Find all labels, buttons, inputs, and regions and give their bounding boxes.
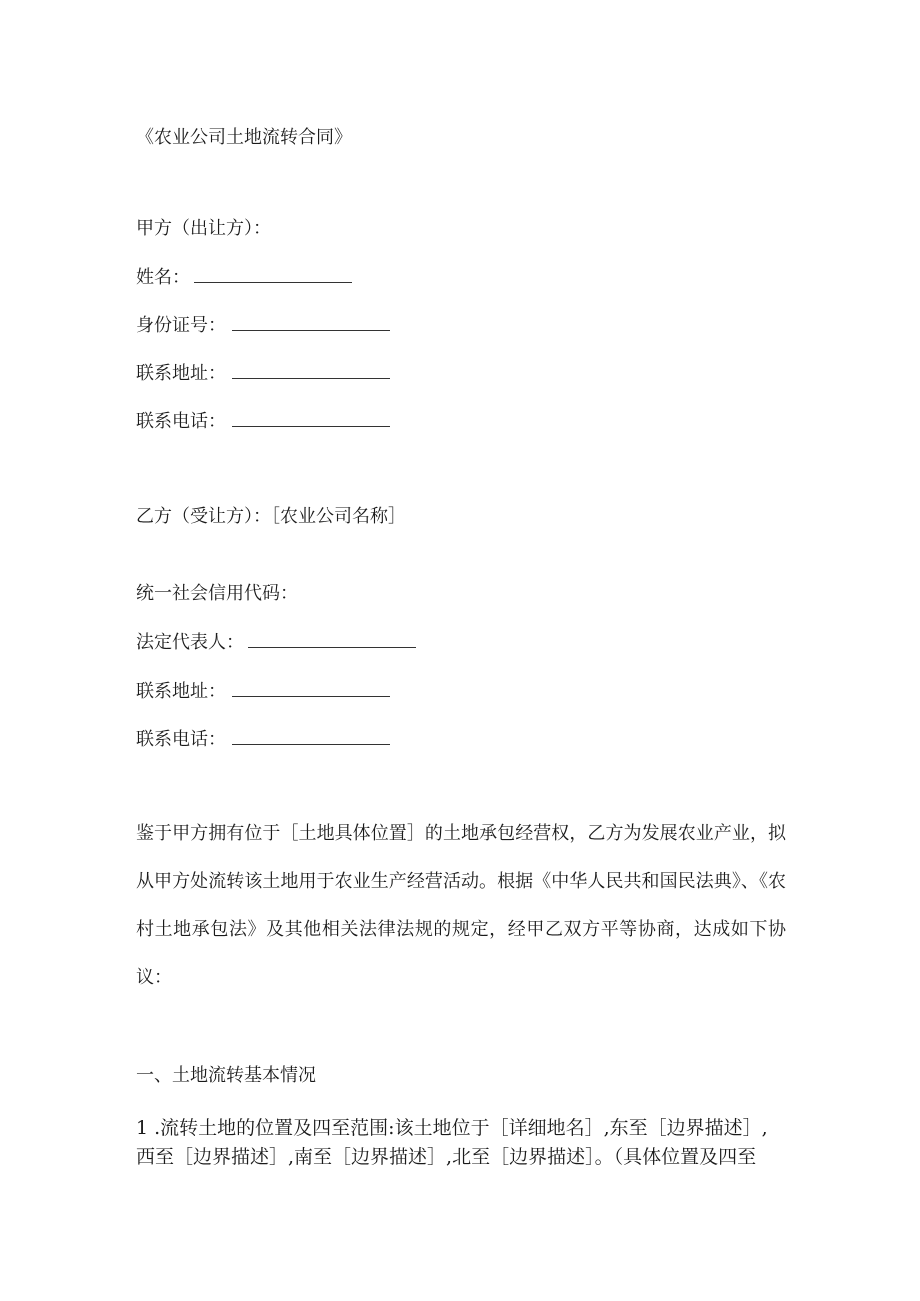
party-b-address-row [136,680,390,704]
section-1-heading: 一、土地流转基本情况 [136,1065,316,1086]
party-a-phone-blank [232,410,390,427]
party-b-credit-code-label: 统一社会信用代码： [136,583,298,604]
party-b-heading: 乙方（受让方）：［农业公司名称］ [136,506,406,527]
section-1-item-1: 1 .流转土地的位置及四至范围:该土地位于［详细地名］,东至［边界描述］,西至［边界描述］,南至［边界描述］,北至［边界描述］。（具体位置及四至 [136,1117,768,1168]
party-a-id-row [136,314,390,338]
party-b-phone-label: 联系电话： [136,729,226,750]
party-a-name-label: 姓名： [136,267,190,288]
preamble-paragraph: 鉴于甲方拥有位于［土地具体位置］的土地承包经营权，乙方为发展农业产业，拟从甲方处流转该土地用于农业生产经营活动。根据《中华人民共和国民法典》、《农村土地承包法》及其他相关法律法规的规定，经甲乙双方平等协商，达成如下协议： [136,823,786,988]
party-a-id-label: 身份证号： [136,315,226,336]
party-a-phone-row [136,410,390,434]
party-a-heading: 甲方（出让方）： [136,218,271,239]
party-a-address-label: 联系地址： [136,363,226,384]
party-b-phone-row [136,728,390,752]
party-b-legal-rep-row [136,631,416,655]
party-a-phone-label: 联系电话： [136,411,226,432]
party-b-legal-rep-blank [248,631,416,648]
party-b-legal-rep-label: 法定代表人： [136,632,244,653]
document-title: 《农业公司土地流转合同》 [136,127,352,148]
party-a-id-blank [232,314,390,331]
party-a-name-row [136,266,352,290]
party-a-name-blank [194,266,352,283]
party-a-address-row [136,362,390,386]
party-b-phone-blank [232,728,390,745]
party-a-address-blank [232,362,390,379]
party-b-address-label: 联系地址： [136,681,226,702]
party-b-address-blank [232,680,390,697]
